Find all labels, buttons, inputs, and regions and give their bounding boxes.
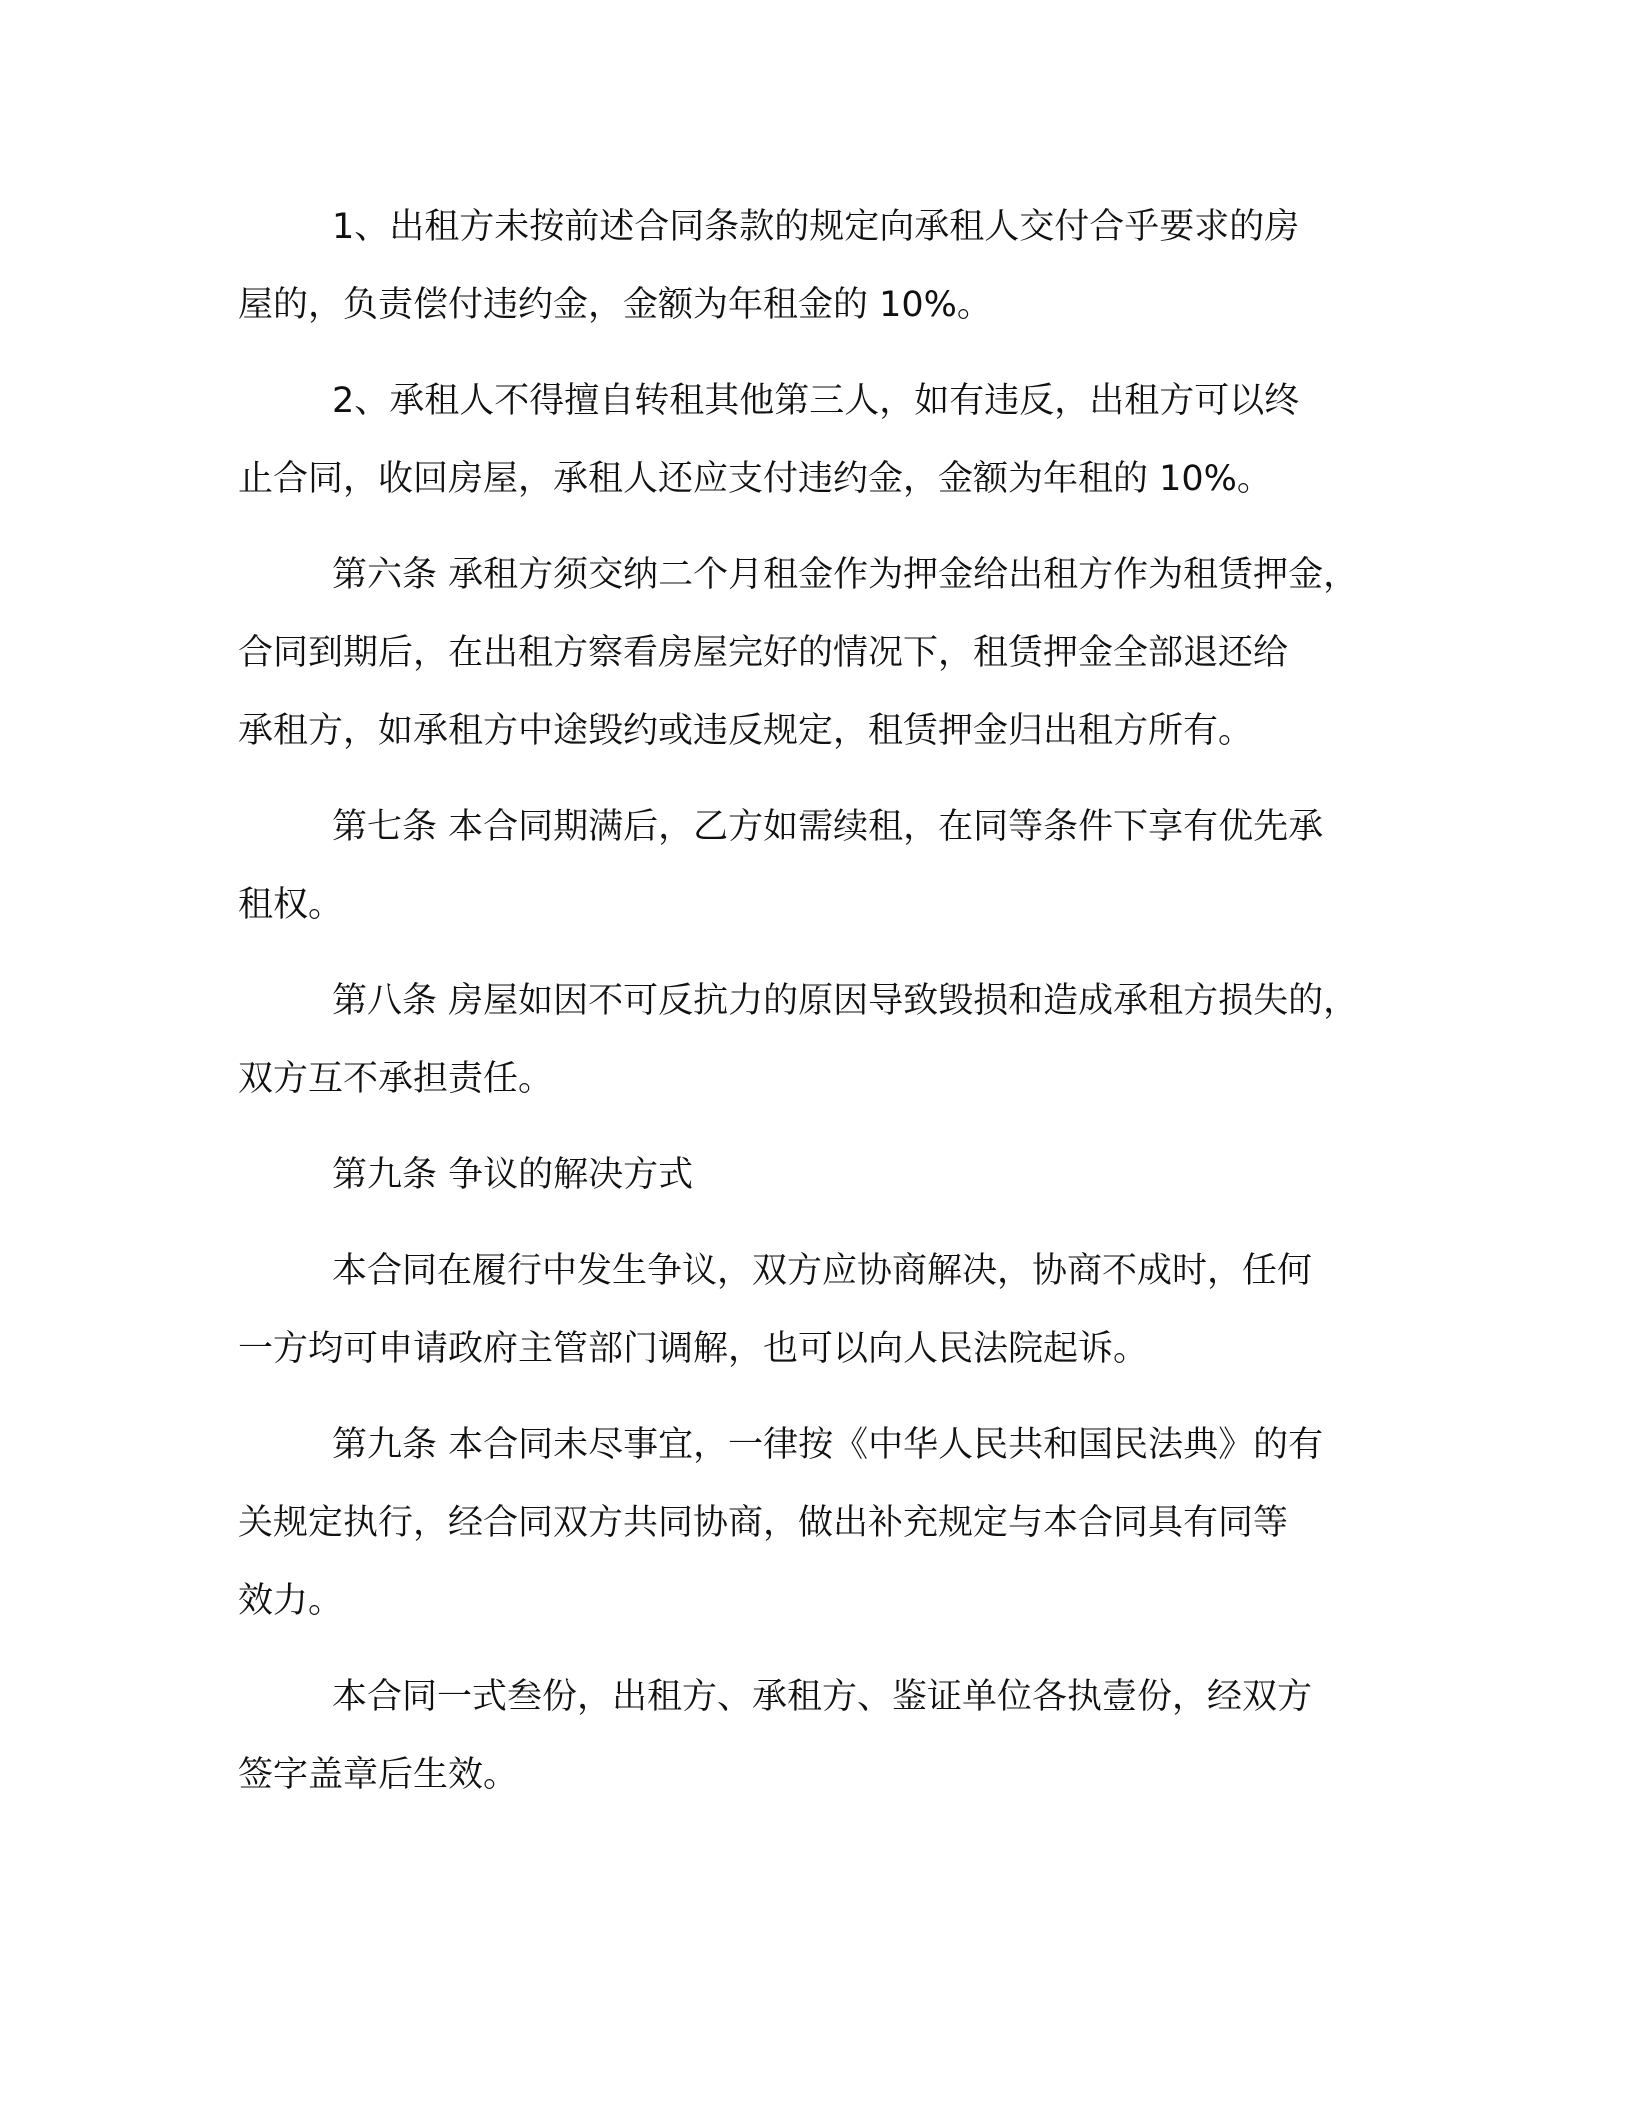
text-line: 第九条 本合同未尽事宜，一律按《中华人民共和国民法典》的有 xyxy=(332,1425,1324,1465)
paragraph-article-9-heading xyxy=(238,1136,1418,1214)
paragraph-article-6 xyxy=(238,536,1418,770)
paragraph-article-9-supplement xyxy=(238,1406,1418,1640)
text-line: 第八条 房屋如因不可反抗力的原因导致毁损和造成承租方损失的， xyxy=(332,981,1359,1021)
text-line: 承租方，如承租方中途毁约或违反规定，租赁押金归出租方所有。 xyxy=(238,711,1254,751)
text-line: 本合同一式叁份，出租方、承租方、鉴证单位各执壹份，经双方 xyxy=(332,1677,1313,1717)
text-line: 合同到期后，在出租方察看房屋完好的情况下，租赁押金全部退还给 xyxy=(238,633,1289,673)
text-line: 第七条 本合同期满后，乙方如需续租，在同等条件下享有优先承 xyxy=(332,807,1324,847)
text-line: 签字盖章后生效。 xyxy=(238,1755,519,1795)
paragraph-article-7 xyxy=(238,788,1418,944)
text-line: 效力。 xyxy=(238,1581,344,1621)
text-line: 关规定执行，经合同双方共同协商，做出补充规定与本合同具有同等 xyxy=(238,1503,1289,1543)
text-line: 本合同在履行中发生争议，双方应协商解决，协商不成时，任何 xyxy=(332,1251,1313,1291)
text-line: 1、出租方未按前述合同条款的规定向承租人交付合乎要求的房 xyxy=(332,207,1300,247)
text-line: 第九条 争议的解决方式 xyxy=(332,1155,694,1195)
text-line: 一方均可申请政府主管部门调解，也可以向人民法院起诉。 xyxy=(238,1329,1149,1369)
text-line: 第六条 承租方须交纳二个月租金作为押金给出租方作为租赁押金， xyxy=(332,555,1359,595)
contract-body xyxy=(238,188,1418,1832)
paragraph-copies-effectiveness xyxy=(238,1658,1418,1814)
paragraph-article-8 xyxy=(238,962,1418,1118)
text-line: 屋的，负责偿付违约金，金额为年租金的 10%。 xyxy=(238,285,992,325)
text-line: 双方互不承担责任。 xyxy=(238,1059,554,1099)
paragraph-clause-1 xyxy=(238,188,1418,344)
text-line: 租权。 xyxy=(238,885,344,925)
text-line: 2、承租人不得擅自转租其他第三人，如有违反，出租方可以终 xyxy=(332,381,1300,421)
paragraph-dispute-resolution xyxy=(238,1232,1418,1388)
paragraph-clause-2 xyxy=(238,362,1418,518)
text-line: 止合同，收回房屋，承租人还应支付违约金，金额为年租的 10%。 xyxy=(238,459,1272,499)
